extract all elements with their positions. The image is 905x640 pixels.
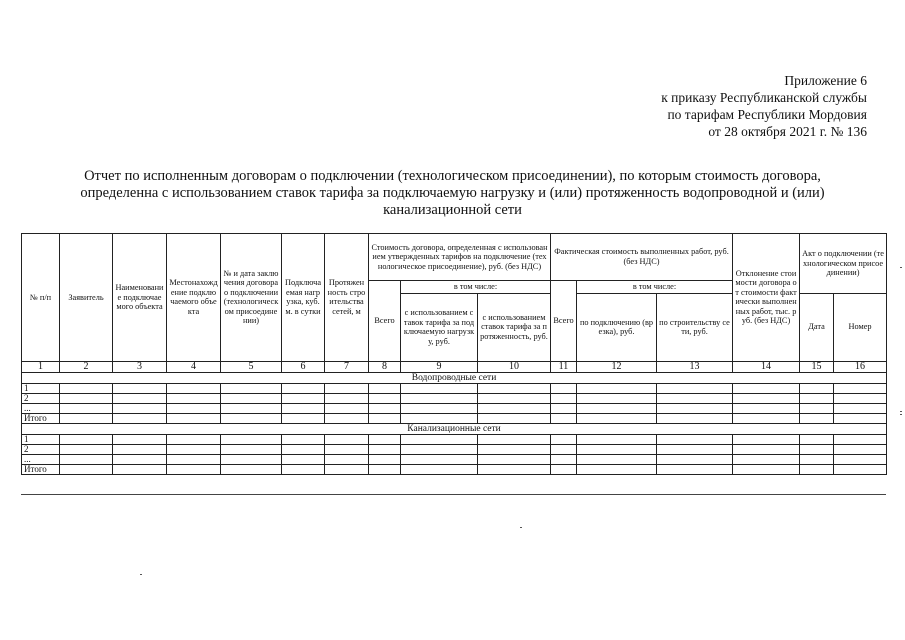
column-number: 15 bbox=[800, 361, 834, 372]
table-cell bbox=[834, 454, 887, 464]
table-cell bbox=[60, 454, 113, 464]
table-cell bbox=[369, 464, 401, 474]
table-cell bbox=[478, 444, 551, 454]
table-cell bbox=[221, 434, 282, 444]
table-cell bbox=[577, 413, 657, 423]
table-cell bbox=[577, 393, 657, 403]
table-cell bbox=[551, 393, 577, 403]
column-number: 4 bbox=[167, 361, 221, 372]
col-header-cost-total: Всего bbox=[369, 281, 401, 362]
table-cell bbox=[800, 444, 834, 454]
table-cell bbox=[369, 393, 401, 403]
table-cell bbox=[113, 413, 167, 423]
column-number: 8 bbox=[369, 361, 401, 372]
col-header-length: Протяженность строительства сетей, м bbox=[325, 234, 369, 362]
table-cell bbox=[325, 464, 369, 474]
appendix-line: по тарифам Республики Мордовия bbox=[667, 107, 867, 122]
table-cell bbox=[282, 383, 325, 393]
table-cell bbox=[733, 434, 800, 444]
table-cell bbox=[401, 403, 478, 413]
table-cell bbox=[369, 413, 401, 423]
table-cell bbox=[167, 383, 221, 393]
table-cell bbox=[167, 434, 221, 444]
table-cell bbox=[733, 464, 800, 474]
table-cell bbox=[800, 413, 834, 423]
bottom-rule bbox=[21, 494, 886, 495]
table-cell bbox=[800, 393, 834, 403]
section-title: Водопроводные сети bbox=[22, 372, 887, 383]
table-cell bbox=[800, 383, 834, 393]
table-cell bbox=[282, 454, 325, 464]
table-cell bbox=[325, 434, 369, 444]
table-row bbox=[22, 454, 887, 464]
sewer-section bbox=[22, 423, 887, 474]
table-cell bbox=[113, 444, 167, 454]
section-header-row bbox=[22, 372, 887, 383]
table-cell bbox=[369, 434, 401, 444]
table-cell bbox=[478, 393, 551, 403]
table-cell bbox=[401, 413, 478, 423]
section-header-row bbox=[22, 423, 887, 434]
table-cell bbox=[478, 454, 551, 464]
col-header-cost-incl: в том числе: bbox=[401, 281, 551, 294]
table-cell bbox=[834, 393, 887, 403]
row-label: ... bbox=[22, 454, 60, 464]
table-cell bbox=[657, 383, 733, 393]
table-cell bbox=[551, 403, 577, 413]
table-cell bbox=[834, 444, 887, 454]
table-cell bbox=[113, 434, 167, 444]
scan-speck bbox=[140, 574, 142, 575]
col-header-act-number: Номер bbox=[834, 293, 887, 361]
table-cell bbox=[401, 434, 478, 444]
table-cell bbox=[733, 383, 800, 393]
table-cell bbox=[325, 444, 369, 454]
col-header-actual-connection: по подключению (врезка), руб. bbox=[577, 293, 657, 361]
table-cell bbox=[325, 393, 369, 403]
table-row bbox=[22, 434, 887, 444]
column-number: 11 bbox=[551, 361, 577, 372]
table-cell bbox=[221, 403, 282, 413]
row-label: 1 bbox=[22, 383, 60, 393]
table-cell bbox=[577, 403, 657, 413]
col-header-actual-incl: в том числе: bbox=[577, 281, 733, 294]
column-number: 12 bbox=[577, 361, 657, 372]
table-cell bbox=[113, 393, 167, 403]
col-header-act-group: Акт о подключении (технологическом присоединении) bbox=[800, 234, 887, 294]
table-cell bbox=[577, 454, 657, 464]
column-number: 3 bbox=[113, 361, 167, 372]
title-line: канализационной сети bbox=[383, 202, 522, 218]
table-cell bbox=[221, 464, 282, 474]
table-cell bbox=[478, 413, 551, 423]
table-cell bbox=[551, 383, 577, 393]
table-row bbox=[22, 464, 887, 474]
table-cell bbox=[657, 413, 733, 423]
table-cell bbox=[733, 444, 800, 454]
table-cell bbox=[577, 434, 657, 444]
table-cell bbox=[657, 464, 733, 474]
column-number: 16 bbox=[834, 361, 887, 372]
table-cell bbox=[113, 403, 167, 413]
row-label: Итого bbox=[22, 413, 60, 423]
table-cell bbox=[401, 444, 478, 454]
table-cell bbox=[167, 403, 221, 413]
table-cell bbox=[60, 444, 113, 454]
table-cell bbox=[325, 383, 369, 393]
table-cell bbox=[282, 444, 325, 454]
column-number: 7 bbox=[325, 361, 369, 372]
table-cell bbox=[113, 383, 167, 393]
table-cell bbox=[733, 393, 800, 403]
row-label: ... bbox=[22, 403, 60, 413]
column-number: 1 bbox=[22, 361, 60, 372]
table-cell bbox=[167, 393, 221, 403]
appendix-reference bbox=[661, 72, 867, 140]
table-cell bbox=[221, 413, 282, 423]
table-cell bbox=[657, 393, 733, 403]
column-number: 6 bbox=[282, 361, 325, 372]
table-cell bbox=[800, 454, 834, 464]
column-number: 10 bbox=[478, 361, 551, 372]
table-cell bbox=[800, 464, 834, 474]
col-header-actual-network: по строительству сети, руб. bbox=[657, 293, 733, 361]
column-number: 14 bbox=[733, 361, 800, 372]
column-number: 9 bbox=[401, 361, 478, 372]
table-cell bbox=[551, 444, 577, 454]
table-cell bbox=[60, 413, 113, 423]
table-cell bbox=[369, 383, 401, 393]
table-cell bbox=[800, 434, 834, 444]
water-section bbox=[22, 372, 887, 423]
table-cell bbox=[551, 464, 577, 474]
col-header-contract: № и дата заключения договора о подключении (технологическом присоединении) bbox=[221, 234, 282, 362]
table-row bbox=[22, 444, 887, 454]
table-cell bbox=[478, 403, 551, 413]
table-cell bbox=[113, 464, 167, 474]
table-cell bbox=[221, 393, 282, 403]
scan-speck bbox=[520, 527, 522, 528]
table-cell bbox=[369, 403, 401, 413]
table-cell bbox=[551, 413, 577, 423]
col-header-cost-by-load: с использованием ставок тарифа за подключаемую нагрузку, руб. bbox=[401, 293, 478, 361]
col-header-applicant: Заявитель bbox=[60, 234, 113, 362]
table-cell bbox=[282, 393, 325, 403]
appendix-line: к приказу Республиканской службы bbox=[661, 90, 867, 105]
table-cell bbox=[221, 444, 282, 454]
table-cell bbox=[657, 444, 733, 454]
table-cell bbox=[733, 403, 800, 413]
table-cell bbox=[282, 434, 325, 444]
table-cell bbox=[478, 383, 551, 393]
table-cell bbox=[60, 464, 113, 474]
scan-speck bbox=[900, 414, 902, 415]
table-row bbox=[22, 393, 887, 403]
table-cell bbox=[60, 403, 113, 413]
appendix-line: от 28 октября 2021 г. № 136 bbox=[708, 124, 867, 139]
col-header-deviation: Отклонение стоимости договора от стоимости фактически выполненных работ, тыс. руб. (без НДС) bbox=[733, 234, 800, 362]
col-header-object-location: Местонахождение подключаемого объекта bbox=[167, 234, 221, 362]
column-number: 13 bbox=[657, 361, 733, 372]
document-title bbox=[40, 168, 865, 219]
col-header-num: № п/п bbox=[22, 234, 60, 362]
column-number: 5 bbox=[221, 361, 282, 372]
table-row bbox=[22, 413, 887, 423]
table-cell bbox=[369, 444, 401, 454]
col-header-actual-total: Всего bbox=[551, 281, 577, 362]
table-cell bbox=[369, 454, 401, 464]
table-cell bbox=[60, 393, 113, 403]
table-cell bbox=[325, 403, 369, 413]
table-cell bbox=[551, 434, 577, 444]
table-cell bbox=[478, 434, 551, 444]
table-cell bbox=[577, 464, 657, 474]
row-label: 2 bbox=[22, 444, 60, 454]
row-label: 2 bbox=[22, 393, 60, 403]
table-cell bbox=[834, 383, 887, 393]
table-cell bbox=[478, 464, 551, 474]
title-line: Отчет по исполненным договорам о подключении (технологическом присоединении), по которым стоимость договора, bbox=[84, 168, 821, 184]
table-cell bbox=[657, 434, 733, 444]
table-cell bbox=[167, 454, 221, 464]
table-cell bbox=[401, 464, 478, 474]
row-label: Итого bbox=[22, 464, 60, 474]
scan-speck bbox=[900, 267, 902, 268]
table-cell bbox=[282, 464, 325, 474]
table-row bbox=[22, 403, 887, 413]
table-cell bbox=[113, 454, 167, 464]
table-cell bbox=[401, 454, 478, 464]
section-title: Канализационные сети bbox=[22, 423, 887, 434]
appendix-line: Приложение 6 bbox=[784, 73, 867, 88]
table-cell bbox=[60, 434, 113, 444]
table-cell bbox=[167, 413, 221, 423]
table-cell bbox=[325, 413, 369, 423]
column-number-row bbox=[22, 361, 887, 372]
table-cell bbox=[282, 413, 325, 423]
table-cell bbox=[577, 383, 657, 393]
table-cell bbox=[733, 454, 800, 464]
table-cell bbox=[167, 444, 221, 454]
col-header-actual-group: Фактическая стоимость выполненных работ, руб. (без НДС) bbox=[551, 234, 733, 281]
report-table bbox=[21, 233, 887, 475]
column-number: 2 bbox=[60, 361, 113, 372]
table-cell bbox=[657, 403, 733, 413]
table-cell bbox=[282, 403, 325, 413]
col-header-cost-by-length: с использованием ставок тарифа за протяженность, руб. bbox=[478, 293, 551, 361]
table-cell bbox=[401, 383, 478, 393]
table-cell bbox=[577, 444, 657, 454]
table-row bbox=[22, 383, 887, 393]
table-cell bbox=[221, 454, 282, 464]
col-header-act-date: Дата bbox=[800, 293, 834, 361]
col-header-load: Подключаемая нагрузка, куб.м. в сутки bbox=[282, 234, 325, 362]
table-cell bbox=[221, 383, 282, 393]
table-cell bbox=[800, 403, 834, 413]
table-cell bbox=[834, 434, 887, 444]
col-header-cost-group: Стоимость договора, определенная с использованием утвержденных тарифов на подключение (технологическое присоединение), руб. (без НДС) bbox=[369, 234, 551, 281]
scan-speck bbox=[900, 411, 902, 412]
table-cell bbox=[834, 403, 887, 413]
table-cell bbox=[401, 393, 478, 403]
row-label: 1 bbox=[22, 434, 60, 444]
table-cell bbox=[733, 413, 800, 423]
table-cell bbox=[60, 383, 113, 393]
table-cell bbox=[834, 413, 887, 423]
title-line: определенна с использованием ставок тарифа за подключаемую нагрузку и (или) протяженность водопроводной и (или) bbox=[80, 185, 825, 201]
table-cell bbox=[325, 454, 369, 464]
table-cell bbox=[167, 464, 221, 474]
table-cell bbox=[657, 454, 733, 464]
col-header-object-name: Наименование подключаемого объекта bbox=[113, 234, 167, 362]
table-cell bbox=[551, 454, 577, 464]
table-cell bbox=[834, 464, 887, 474]
